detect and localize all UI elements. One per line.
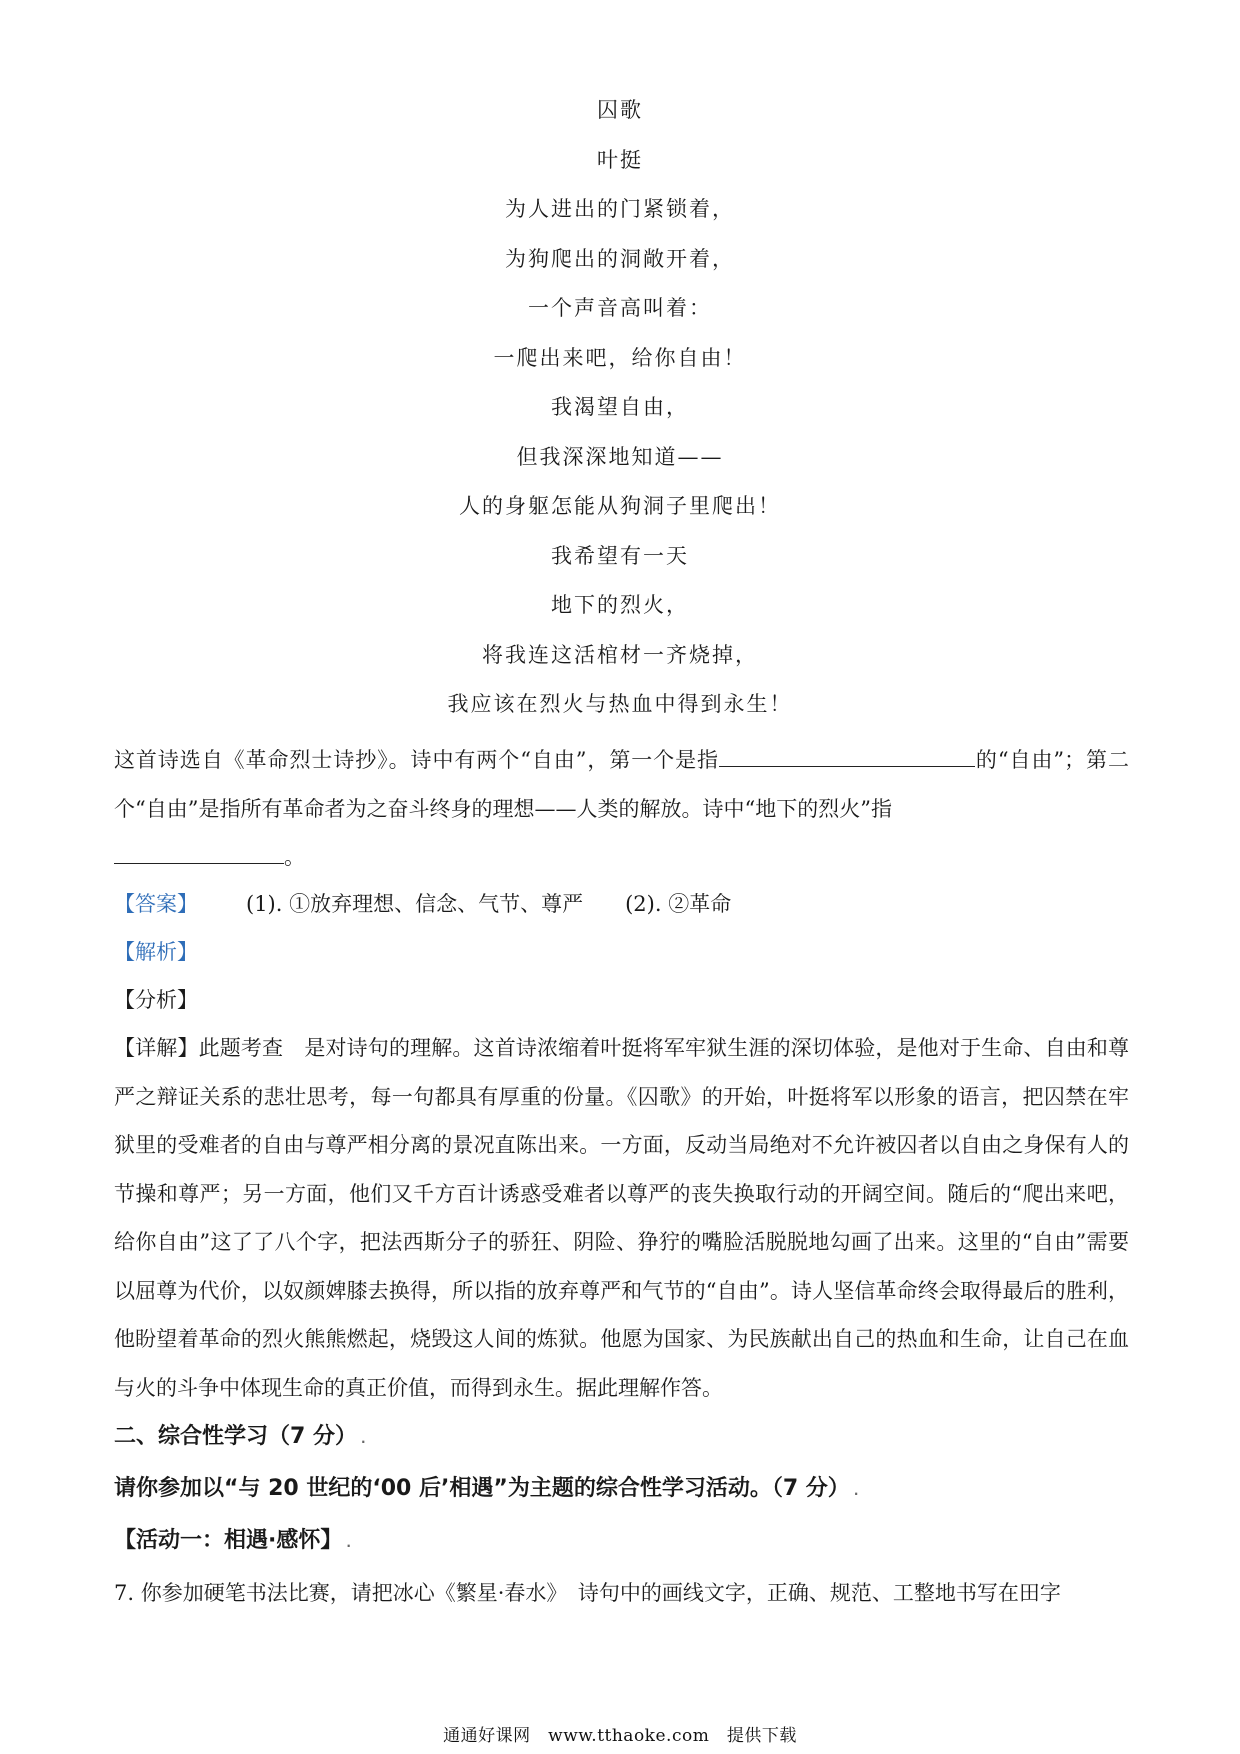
poem-line: 我希望有一天 — [551, 543, 689, 568]
question-block — [114, 736, 1129, 882]
question-part3: 。 — [284, 845, 305, 869]
fenxi-label: 【分析】 — [114, 988, 198, 1012]
detail-paragraph — [114, 1024, 1129, 1412]
poem-line: 为狗爬出的洞敞开着， — [505, 246, 735, 271]
poem-title: 囚歌 — [597, 98, 643, 122]
section2-intro: 请你参加以“与 20 世纪的‘00 后’相遇”为主题的综合性学习活动。（7 分） . — [114, 1476, 859, 1501]
answer-line — [114, 880, 1129, 928]
footer-watermark: 通通好课网 www.tthaoke.com 提供下载 — [443, 1726, 797, 1746]
poem-line: 一个声音高叫着： — [528, 296, 712, 320]
answer-block — [114, 880, 1129, 1618]
fenxi-line — [114, 976, 1129, 1024]
question-part2: 的“自由”；第二个“自由”是指所有革命者为之奋斗终身的理想——人类的解放。诗中“地下的烈火”指 — [114, 748, 1129, 821]
poem-line: 将我连这活棺材一齐烧掉， — [482, 642, 758, 667]
question-7: 7. 你参加硬笔书法比赛，请把冰心《繁星·春水》 诗句中的画线文字，正确、规范、工整地书写在田字 — [114, 1581, 1061, 1605]
analysis-label: 【解析】 — [114, 940, 198, 964]
poem — [0, 98, 1240, 742]
poem-line: 人的身躯怎能从狗洞子里爬出！ — [459, 494, 781, 518]
poem-line: 我渴望自由， — [551, 395, 689, 419]
poem-line: 地下的烈火， — [551, 593, 689, 617]
detail-text: 此题考查 是对诗句的理解。这首诗浓缩着叶挺将军牢狱生涯的深切体验，是他对于生命、自由和尊严之辩证关系的悲壮思考，每一句都具有厚重的份量。《囚歌》的开始，叶挺将军以形象的语言，把囚禁在牢狱里的受难者的自由与尊严相分离的景况直陈出来。一方面，反动当局绝对不允许被囚者以自由之身保有人的节操和尊严；另一方面，他们又千方百计诱惑受难者以尊严的丧失换取行动的开阔空间。随后的“爬出来吧，给你自由”这了了八个字，把法西斯分子的骄狂、阴险、狰狞的嘴脸活脱脱地勾画了出来。这里的“自由”需要以屈尊为代价，以奴颜婢膝去换得，所以指的放弃尊严和气节的“自由”。诗人坚信革命终会取得最后的胜利，他盼望着革命的烈火熊熊燃起，烧毁这人间的炼狱。他愿为国家、为民族献出自己的热血和生命，让自己在血与火的斗争中体现生命的真正价值，而得到永生。据此理解作答。 — [114, 1036, 1130, 1400]
answer-blank-2[interactable] — [114, 843, 284, 864]
poem-line: 一爬出来吧，给你自由！ — [493, 345, 747, 370]
poem-line: 但我深深地知道—— — [516, 444, 724, 469]
question-part1: 这首诗选自《革命烈士诗抄》。诗中有两个“自由”，第一个是指 — [114, 748, 719, 772]
analysis-line — [114, 928, 1129, 976]
activity1-heading: 【活动一：相遇·感怀】 . — [114, 1528, 351, 1553]
answer-item-2: (2). ②革命 — [625, 892, 732, 916]
section2-heading: 二、综合性学习（7 分） . — [114, 1424, 366, 1449]
detail-label: 【详解】 — [114, 1036, 199, 1060]
answer-label: 【答案】 — [114, 892, 198, 916]
answer-item-1: (1). ①放弃理想、信念、气节、尊严 — [246, 892, 584, 916]
answer-blank-1[interactable] — [719, 746, 975, 767]
question-text — [114, 736, 1129, 882]
poem-line: 为人进出的门紧锁着， — [505, 197, 735, 221]
poem-author: 叶挺 — [597, 147, 643, 172]
poem-line: 我应该在烈火与热血中得到永生！ — [447, 692, 793, 716]
